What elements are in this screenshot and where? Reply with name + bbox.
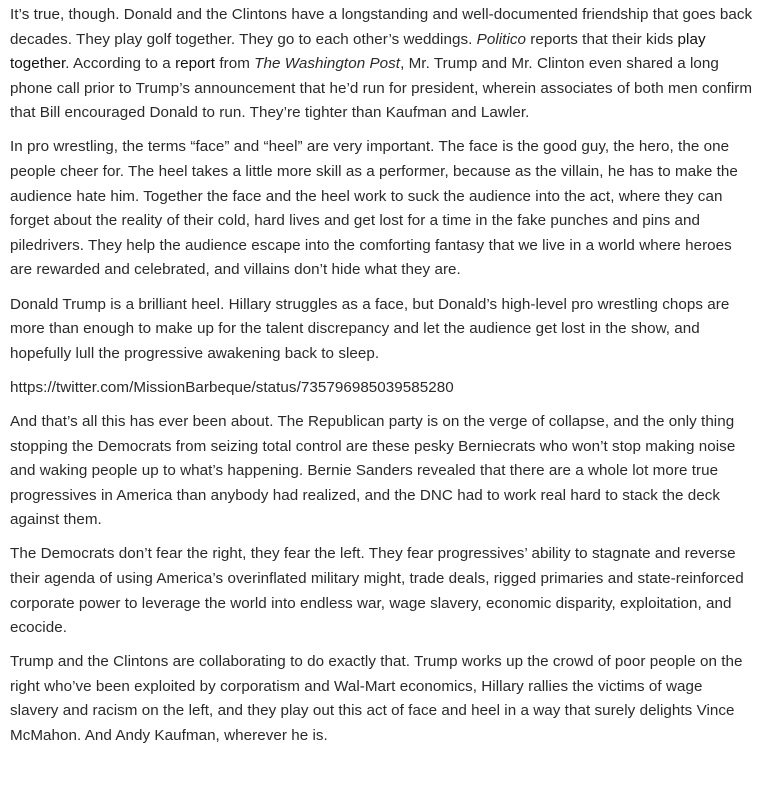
paragraph-text: from — [215, 55, 255, 73]
paragraph-pro-wrestling: In pro wrestling, the terms “face” and “heel” are very important. The face is the good guy, the hero, the one people cheer for. The heel takes a little more skill as a performer, because as the villain, he has to make the audience hate him. Together the face and the heel work to suck the audience into the act, where they can forget about the reality of their cold, hard lives and get lost for a time in the fake punches and pins and piledrivers. They help the audience escape into the comforting fantasy that we live in a world where heroes are rewarded and celebrated, and villains don’t hide what they are. — [10, 138, 738, 279]
paragraph-text: , Mr. Trump and Mr. Clinton even shared a long phone call prior to Trump’s announcement that he’d run for president, wherein associates of both men confirm that Bill encouraged Donald to run. They’re tighter than Kaufman and Lawler. — [10, 55, 753, 122]
paragraph-text: reports that their kids — [526, 30, 678, 48]
paragraph-brilliant-heel: Donald Trump is a brilliant heel. Hillary struggles as a face, but Donald’s high-level pro wrestling chops are more than enough to make up for the talent discrepancy and let the audience get lost in the show, and hopefully lull the progressive awakening back to sleep. — [10, 295, 730, 362]
paragraph-democrats-fear: The Democrats don’t fear the right, they fear the left. They fear progressives’ ability to stagnate and reverse their agenda of using America’s overinflated military might, trade deals, rigged primaries and state-reinforced corporate power to leverage the world into endless war, wage slavery, economic disparity, exploitation, and ecocide. — [10, 545, 744, 637]
washington-post-title: The Washington Post — [254, 55, 401, 73]
play-together-link[interactable]: play together — [10, 30, 706, 73]
tweet-url: https://twitter.com/MissionBarbeque/status/735796985039585280 — [10, 378, 454, 396]
paragraph-collaborating: Trump and the Clintons are collaborating to do exactly that. Trump works up the crowd of poor people on the right who’ve been exploited by corporatism and Wal-Mart economics, Hillary rallies the victims of wage slavery and racism on the left, and they play out this act of face and heel in a way that surely delights Vince McMahon. And Andy Kaufman, wherever he is. — [10, 653, 743, 745]
paragraph-text: It’s true, though. Donald and the Clintons have a longstanding and well-documented friendship that goes back decades. They play golf together. They go to each other’s weddings. — [10, 6, 753, 48]
paragraph-republican-collapse: And that’s all this has ever been about. The Republican party is on the verge of collapse, and the only thing stopping the Democrats from seizing total control are these pesky Berniecrats who won’t stop making noise and waking people up to what’s happening. Bernie Sanders revealed that there are a whole lot more true progressives in America than anybody had realized, and the DNC had to work real hard to stack the deck against them. — [10, 412, 736, 529]
report-link[interactable]: report — [175, 55, 216, 73]
paragraph-friendship — [10, 3, 754, 126]
politico-title: Politico — [476, 30, 527, 48]
paragraph-text: . According to a — [65, 55, 176, 73]
